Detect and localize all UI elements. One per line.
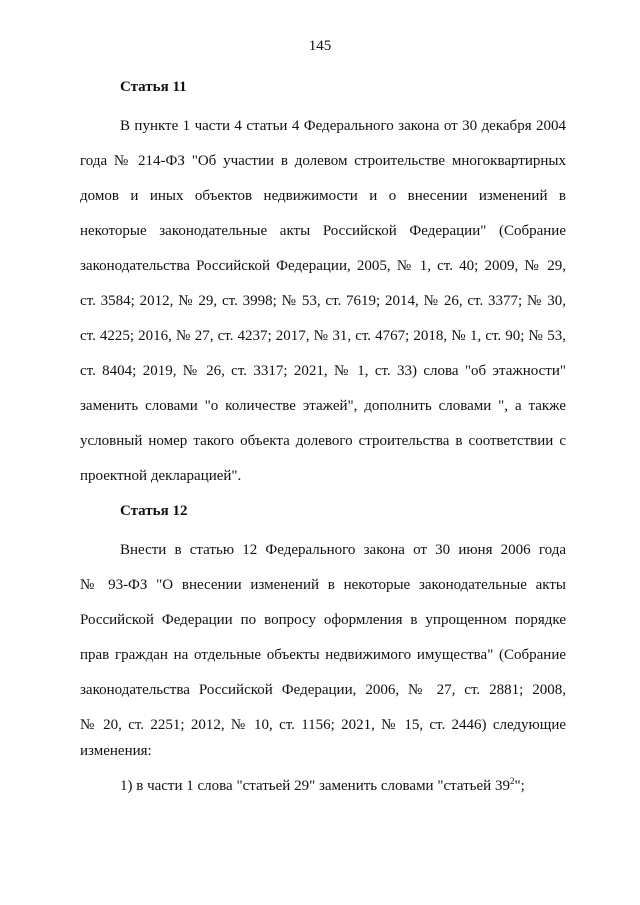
article-12-line-7: изменения: bbox=[80, 743, 152, 759]
article-12-line-2: № 93-ФЗ "О внесении изменений в некоторые законодательные акты bbox=[80, 577, 566, 593]
article-12-line-3: Российской Федерации по вопросу оформления в упрощенном порядке bbox=[80, 612, 566, 628]
item-1-text: 1) в части 1 слова "статьей 29" заменить словами "статьей 39 bbox=[120, 778, 510, 794]
article-11-line-2: года № 214-ФЗ "Об участии в долевом строительстве многоквартирных bbox=[80, 153, 566, 169]
article-11-line-8: ст. 8404; 2019, № 26, ст. 3317; 2021, № 1, ст. 33) слова "об этажности" bbox=[80, 363, 566, 379]
article-11-line-11: проектной декларацией". bbox=[80, 468, 242, 484]
article-11-line-3: домов и иных объектов недвижимости и о внесении изменений в bbox=[80, 188, 566, 204]
item-1-superscript: 2 bbox=[509, 776, 515, 786]
item-1-tail: "; bbox=[514, 778, 525, 794]
article-11-heading: Статья 11 bbox=[120, 79, 187, 95]
article-11-line-6: ст. 3584; 2012, № 29, ст. 3998; № 53, ст. 7619; 2014, № 26, ст. 3377; № 30, bbox=[80, 293, 566, 309]
article-12-heading: Статья 12 bbox=[120, 503, 188, 519]
article-11-line-9: заменить словами "о количестве этажей", дополнить словами ", а также bbox=[80, 398, 566, 414]
article-11-line-7: ст. 4225; 2016, № 27, ст. 4237; 2017, № 31, ст. 4767; 2018, № 1, ст. 90; № 53, bbox=[80, 328, 566, 344]
article-12-line-4: прав граждан на отдельные объекты недвижимого имущества" (Собрание bbox=[80, 647, 566, 663]
article-12-line-6: № 20, ст. 2251; 2012, № 10, ст. 1156; 2021, № 15, ст. 2446) следующие bbox=[80, 717, 566, 733]
article-11-line-5: законодательства Российской Федерации, 2005, № 1, ст. 40; 2009, № 29, bbox=[80, 258, 566, 274]
page-number: 145 bbox=[308, 38, 332, 54]
article-11-line-1: В пункте 1 части 4 статьи 4 Федерального закона от 30 декабря 2004 bbox=[120, 118, 566, 134]
article-11-line-10: условный номер такого объекта долевого строительства в соответствии с bbox=[80, 433, 566, 449]
article-11-line-4: некоторые законодательные акты Российской Федерации" (Собрание bbox=[80, 223, 566, 239]
article-12-line-5: законодательства Российской Федерации, 2006, № 27, ст. 2881; 2008, bbox=[80, 682, 566, 698]
article-12-item-1 bbox=[120, 777, 566, 795]
article-12-line-1: Внести в статью 12 Федерального закона от 30 июня 2006 года bbox=[120, 542, 566, 558]
